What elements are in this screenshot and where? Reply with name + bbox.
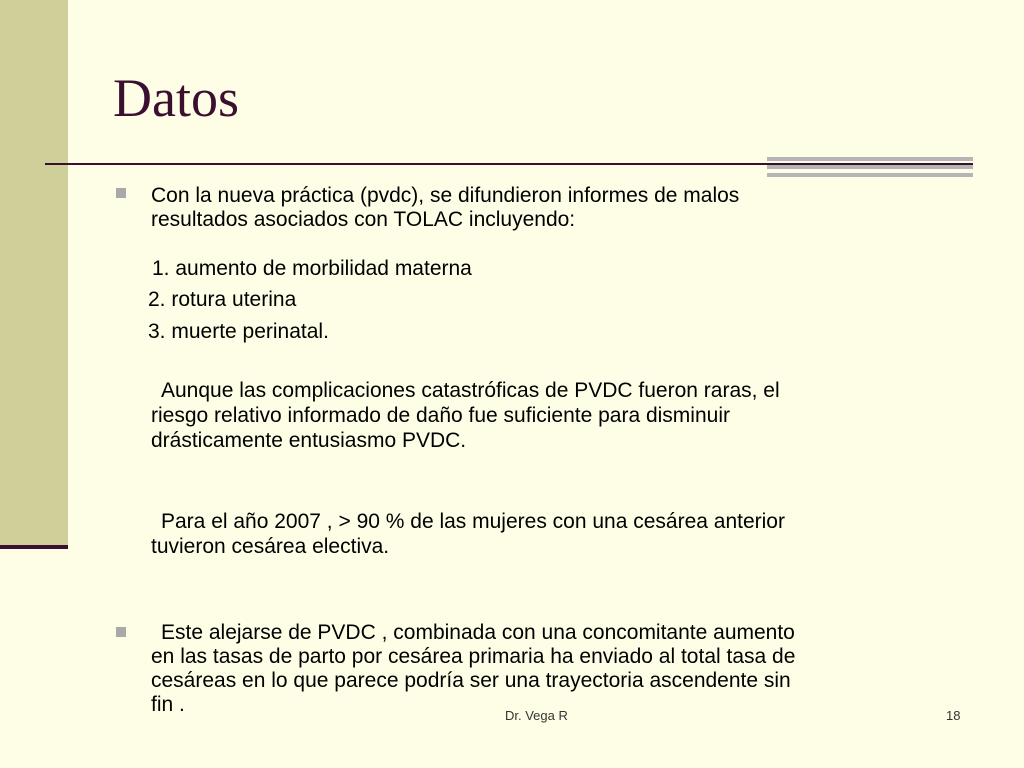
- bullet2-line2: en las tasas de parto por cesárea primaria ha enviado al total tasa de: [151, 645, 796, 668]
- slide-number: 18: [946, 708, 961, 723]
- paragraph1-line2: riesgo relativo informado de daño fue suficiente para disminuir: [151, 404, 730, 427]
- paragraph2-line2: tuvieron cesárea electiva.: [151, 535, 390, 558]
- bullet1-line2: resultados asociados con TOLAC incluyendo:: [151, 208, 576, 231]
- square-bullet-icon: [116, 188, 126, 198]
- bullet2-line4: fin .: [151, 693, 185, 716]
- title-accent-bars: [767, 157, 973, 179]
- side-decoration-band: [0, 0, 68, 546]
- bullet1-line1: Con la nueva práctica (pvdc), se difundieron informes de malos: [151, 184, 740, 207]
- bullet2-line1: Este alejarse de PVDC , combinada con una concomitante aumento: [161, 621, 795, 644]
- paragraph1-line1: Aunque las complicaciones catastróficas de PVDC fueron raras, el: [161, 379, 780, 402]
- paragraph2-line1: Para el año 2007 , > 90 % de las mujeres con una cesárea anterior: [161, 510, 785, 533]
- paragraph1-line3: drásticamente entusiasmo PVDC.: [151, 429, 467, 452]
- list-item-2: 2. rotura uterina: [148, 288, 297, 311]
- square-bullet-icon: [116, 627, 126, 637]
- list-item-3: 3. muerte perinatal.: [148, 320, 329, 343]
- bullet2-line3: cesáreas en lo que parece podría ser una trayectoria ascendente sin: [151, 669, 791, 692]
- slide-title: Datos: [113, 68, 239, 128]
- list-item-1: 1. aumento de morbilidad materna: [152, 257, 472, 280]
- footer-author: Dr. Vega R: [505, 708, 568, 723]
- side-decoration-rule: [0, 545, 68, 549]
